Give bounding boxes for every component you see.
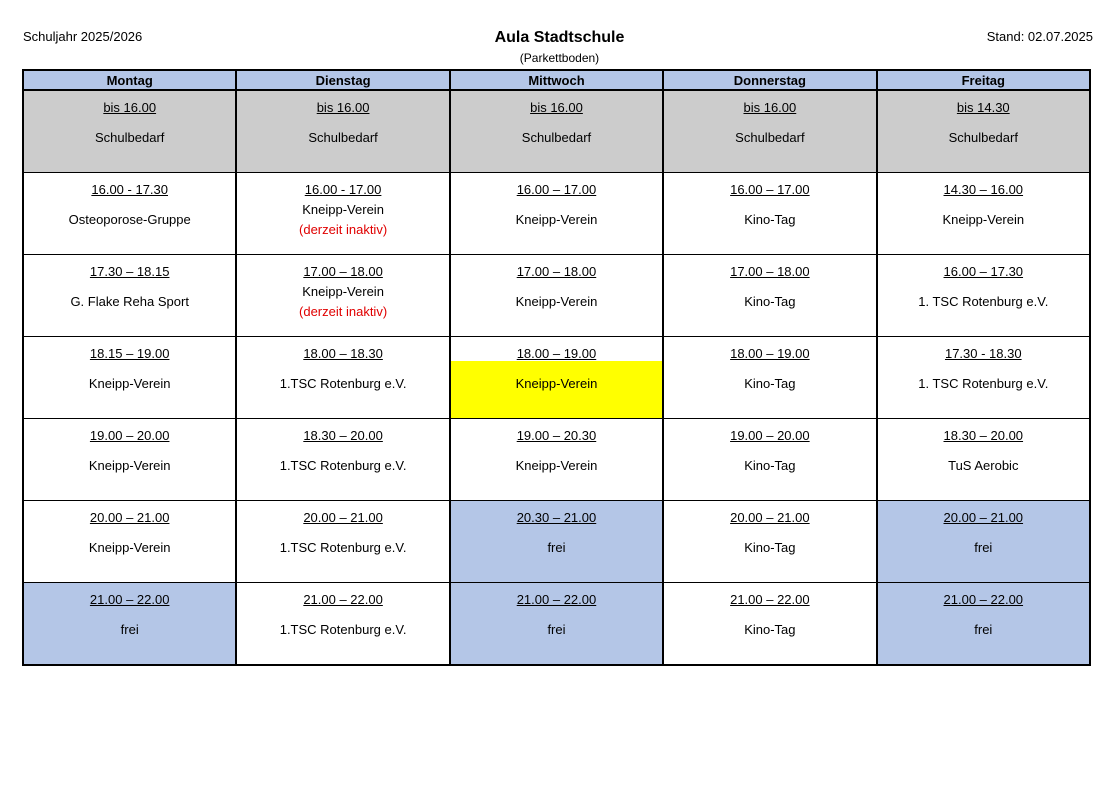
day-header-monday: Montag [23, 70, 236, 90]
slot-cell-tuesday [236, 173, 449, 255]
slot-activity: 1.TSC Rotenburg e.V. [279, 376, 407, 391]
slot-cell-monday [23, 337, 236, 419]
slot-activity: 1.TSC Rotenburg e.V. [279, 458, 407, 473]
slot-cell-monday [23, 255, 236, 337]
slot-activity: frei [120, 622, 139, 637]
slot-status-note: (derzeit inaktiv) [299, 222, 388, 237]
table-row [23, 173, 1090, 255]
day-header-friday: Freitag [877, 70, 1090, 90]
day-header-thursday: Donnerstag [663, 70, 876, 90]
slot-time: 16.00 – 17.00 [516, 182, 597, 197]
slot-time: 20.00 – 21.00 [303, 510, 383, 525]
slot-activity: frei [547, 540, 566, 555]
slot-cell-wednesday [450, 337, 663, 419]
slot-activity: Kneipp-Verein [942, 212, 1025, 227]
slot-time: 17.00 – 18.00 [516, 264, 597, 279]
slot-activity: Kneipp-Verein [88, 540, 171, 555]
slot-activity: 1. TSC Rotenburg e.V. [918, 376, 1049, 391]
page-subtitle: (Parkettboden) [519, 51, 600, 65]
slot-activity: Kino-Tag [744, 376, 796, 391]
slot-time: bis 16.00 [103, 100, 157, 115]
slot-time: 18.00 – 19.00 [730, 346, 810, 361]
slot-cell-friday [877, 337, 1090, 419]
slot-activity: frei [547, 622, 566, 637]
slot-time: 19.00 – 20.00 [89, 428, 170, 443]
slot-activity: Kneipp-Verein [515, 212, 598, 227]
slot-time: 17.30 – 18.15 [89, 264, 170, 279]
slot-time: 16.00 - 17.00 [304, 182, 382, 197]
slot-cell-friday [877, 255, 1090, 337]
slot-status-note: (derzeit inaktiv) [299, 304, 388, 319]
slot-activity: TuS Aerobic [948, 458, 1019, 473]
slot-cell-monday [23, 173, 236, 255]
stand-date-label: Stand: 02.07.2025 [986, 29, 1093, 44]
slot-cell-thursday [663, 501, 876, 583]
slot-activity: frei [974, 622, 993, 637]
slot-cell-tuesday [236, 419, 449, 501]
day-header-row [23, 70, 1090, 90]
slot-activity: frei [974, 540, 993, 555]
slot-activity: Kino-Tag [744, 540, 796, 555]
slot-cell-friday [877, 501, 1090, 583]
slot-cell-wednesday [450, 255, 663, 337]
slot-cell-thursday [663, 337, 876, 419]
table-row [23, 337, 1090, 419]
schedule-body [23, 90, 1090, 665]
table-row [23, 255, 1090, 337]
slot-time: 20.00 – 21.00 [730, 510, 810, 525]
slot-time: 16.00 - 17.30 [91, 182, 168, 197]
slot-time: 19.00 – 20.30 [516, 428, 597, 443]
slot-time: 14.30 – 16.00 [943, 182, 1024, 197]
slot-activity: Schulbedarf [95, 130, 165, 145]
slot-cell-friday [877, 583, 1090, 666]
slot-activity: Schulbedarf [735, 130, 805, 145]
slot-cell-tuesday [236, 337, 449, 419]
slot-cell-thursday [663, 90, 876, 173]
slot-activity: Kino-Tag [744, 622, 796, 637]
school-year-label: Schuljahr 2025/2026 [23, 29, 143, 44]
slot-activity: G. Flake Reha Sport [70, 294, 189, 309]
slot-cell-tuesday [236, 501, 449, 583]
slot-activity: Kneipp-Verein [515, 458, 598, 473]
slot-time: 20.00 – 21.00 [89, 510, 170, 525]
slot-cell-monday [23, 583, 236, 666]
slot-activity: Schulbedarf [521, 130, 592, 145]
slot-time: 18.30 – 20.00 [943, 428, 1024, 443]
slot-cell-thursday [663, 419, 876, 501]
slot-time: bis 16.00 [530, 100, 583, 115]
slot-cell-thursday [663, 255, 876, 337]
slot-time: 17.30 - 18.30 [944, 346, 1022, 361]
slot-activity: Osteoporose-Gruppe [68, 212, 191, 227]
slot-cell-tuesday [236, 90, 449, 173]
slot-time: 18.00 – 19.00 [516, 346, 597, 361]
table-row [23, 419, 1090, 501]
slot-time: 18.15 – 19.00 [89, 346, 170, 361]
slot-cell-thursday [663, 173, 876, 255]
table-row [23, 583, 1090, 666]
slot-time: 17.00 – 18.00 [730, 264, 810, 279]
table-row [23, 501, 1090, 583]
slot-activity: Schulbedarf [308, 130, 378, 145]
slot-time: 18.00 – 18.30 [303, 346, 383, 361]
slot-time: 19.00 – 20.00 [730, 428, 810, 443]
slot-activity: Kneipp-Verein [515, 376, 598, 391]
slot-time: 21.00 – 22.00 [516, 592, 597, 607]
slot-time: bis 16.00 [743, 100, 797, 115]
day-header-tuesday: Dienstag [236, 70, 449, 90]
slot-cell-monday [23, 419, 236, 501]
slot-cell-wednesday [450, 501, 663, 583]
slot-time: 21.00 – 22.00 [730, 592, 810, 607]
slot-cell-tuesday [236, 255, 449, 337]
slot-cell-friday [877, 173, 1090, 255]
slot-time: 20.30 – 21.00 [516, 510, 597, 525]
slot-cell-monday [23, 90, 236, 173]
slot-time: 21.00 – 22.00 [89, 592, 170, 607]
slot-cell-wednesday [450, 90, 663, 173]
slot-time: 21.00 – 22.00 [943, 592, 1024, 607]
slot-cell-wednesday [450, 419, 663, 501]
slot-activity: Kneipp-Verein [302, 284, 384, 299]
slot-cell-friday [877, 90, 1090, 173]
slot-activity: 1.TSC Rotenburg e.V. [279, 540, 407, 555]
slot-activity: Schulbedarf [948, 130, 1018, 145]
slot-cell-thursday [663, 583, 876, 666]
slot-activity: Kneipp-Verein [88, 458, 171, 473]
schedule-table [22, 69, 1091, 666]
day-header-wednesday: Mittwoch [450, 70, 663, 90]
slot-activity: 1.TSC Rotenburg e.V. [279, 622, 407, 637]
slot-time: bis 14.30 [956, 100, 1010, 115]
slot-activity: Kino-Tag [744, 458, 796, 473]
slot-activity: Kneipp-Verein [302, 202, 384, 217]
slot-cell-wednesday [450, 583, 663, 666]
slot-time: 16.00 – 17.30 [943, 264, 1024, 279]
slot-time: 17.00 – 18.00 [303, 264, 383, 279]
slot-activity: Kino-Tag [744, 294, 796, 309]
slot-cell-friday [877, 419, 1090, 501]
slot-cell-monday [23, 501, 236, 583]
slot-time: 18.30 – 20.00 [303, 428, 383, 443]
slot-time: 21.00 – 22.00 [303, 592, 383, 607]
slot-cell-wednesday [450, 173, 663, 255]
slot-activity: Kneipp-Verein [88, 376, 171, 391]
page-title: Aula Stadtschule [494, 29, 625, 46]
table-row [23, 90, 1090, 173]
slot-activity: 1. TSC Rotenburg e.V. [918, 294, 1049, 309]
slot-time: 16.00 – 17.00 [730, 182, 810, 197]
slot-activity: Kino-Tag [744, 212, 796, 227]
slot-time: bis 16.00 [316, 100, 370, 115]
slot-time: 20.00 – 21.00 [943, 510, 1024, 525]
slot-activity: Kneipp-Verein [515, 294, 598, 309]
slot-cell-tuesday [236, 583, 449, 666]
